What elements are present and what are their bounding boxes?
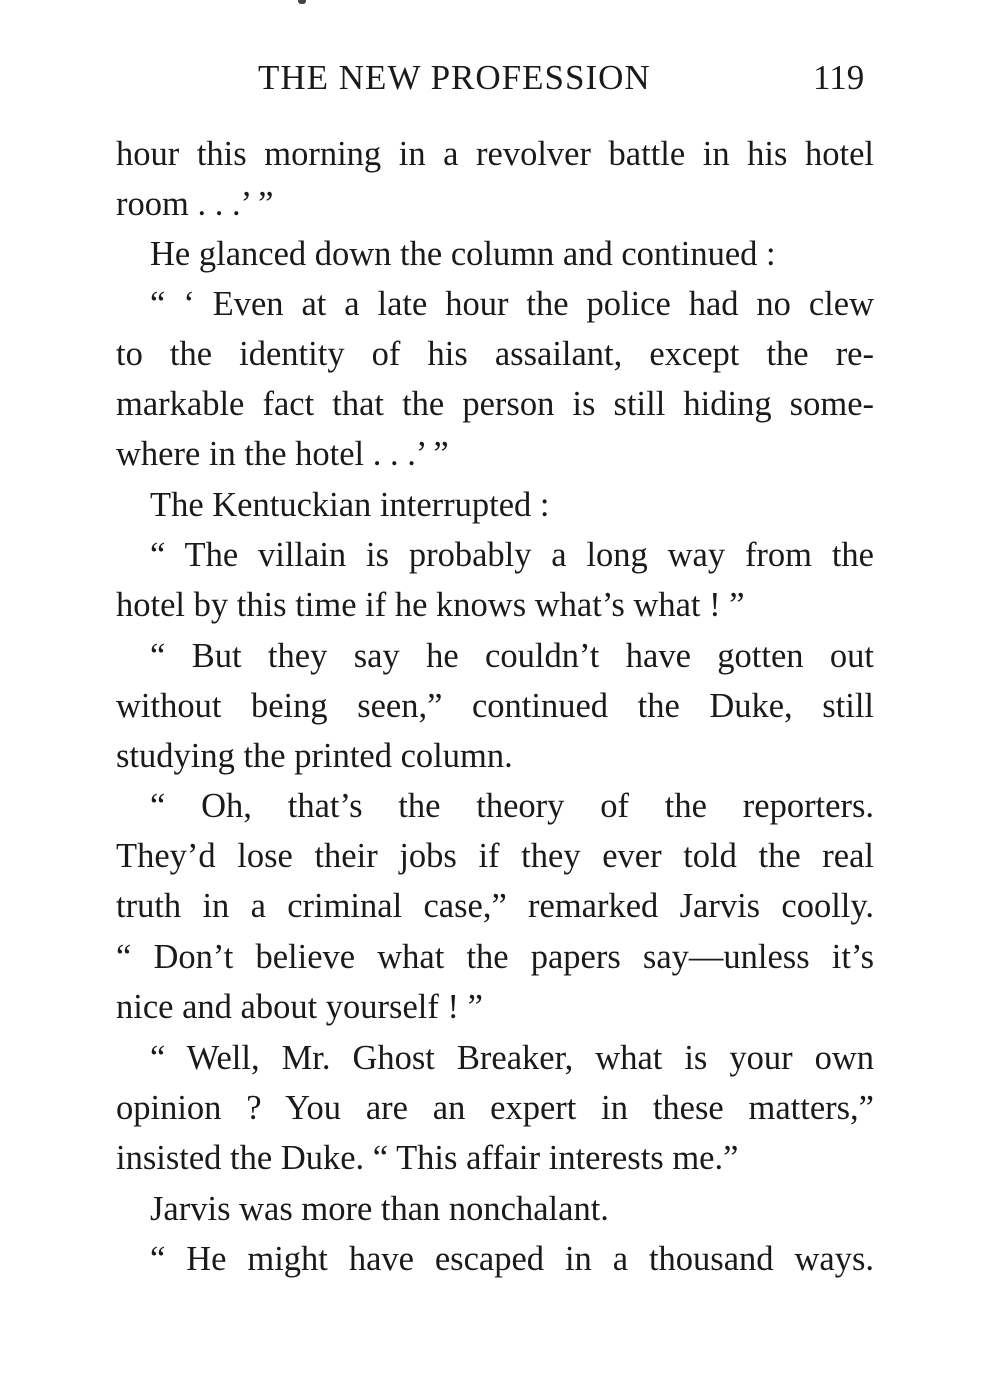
text-line: hour this morning in a revolver battle in his hotel	[116, 135, 874, 173]
text-line: Jarvis was more than nonchalant.	[150, 1190, 609, 1228]
text-line: “ ‘ Even at a late hour the police had no clew	[150, 285, 874, 323]
running-title: THE NEW PROFESSION	[258, 58, 651, 97]
text-line: “ The villain is probably a long way from the	[150, 536, 874, 574]
text-line: “ He might have escaped in a thousand ways.	[150, 1240, 874, 1278]
text-line: to the identity of his assailant, except the re-	[116, 335, 874, 373]
text-line: “ Oh, that’s the theory of the reporters.	[150, 787, 874, 825]
text-line: The Kentuckian interrupted :	[150, 486, 550, 524]
text-line: studying the printed column.	[116, 737, 513, 775]
text-line: nice and about yourself ! ”	[116, 988, 483, 1026]
text-line: “ Don’t believe what the papers say—unless it’s	[116, 938, 874, 976]
text-line: without being seen,” continued the Duke, still	[116, 687, 874, 725]
text-line: They’d lose their jobs if they ever told the real	[116, 837, 874, 875]
text-line: markable fact that the person is still hiding some-	[116, 385, 874, 423]
text-line: opinion ? You are an expert in these matters,”	[116, 1089, 874, 1127]
text-line: room . . .’ ”	[116, 185, 274, 223]
print-mark	[298, 0, 306, 4]
text-line: He glanced down the column and continued :	[150, 235, 776, 273]
text-line: where in the hotel . . .’ ”	[116, 435, 449, 473]
page-header	[0, 58, 1000, 108]
text-line: “ Well, Mr. Ghost Breaker, what is your own	[150, 1039, 874, 1077]
text-line: hotel by this time if he knows what’s what ! ”	[116, 586, 745, 624]
text-line: truth in a criminal case,” remarked Jarvis coolly.	[116, 887, 874, 925]
page-number: 119	[813, 58, 865, 97]
text-line: insisted the Duke. “ This affair interests me.”	[116, 1139, 739, 1177]
text-line: “ But they say he couldn’t have gotten out	[150, 637, 874, 675]
